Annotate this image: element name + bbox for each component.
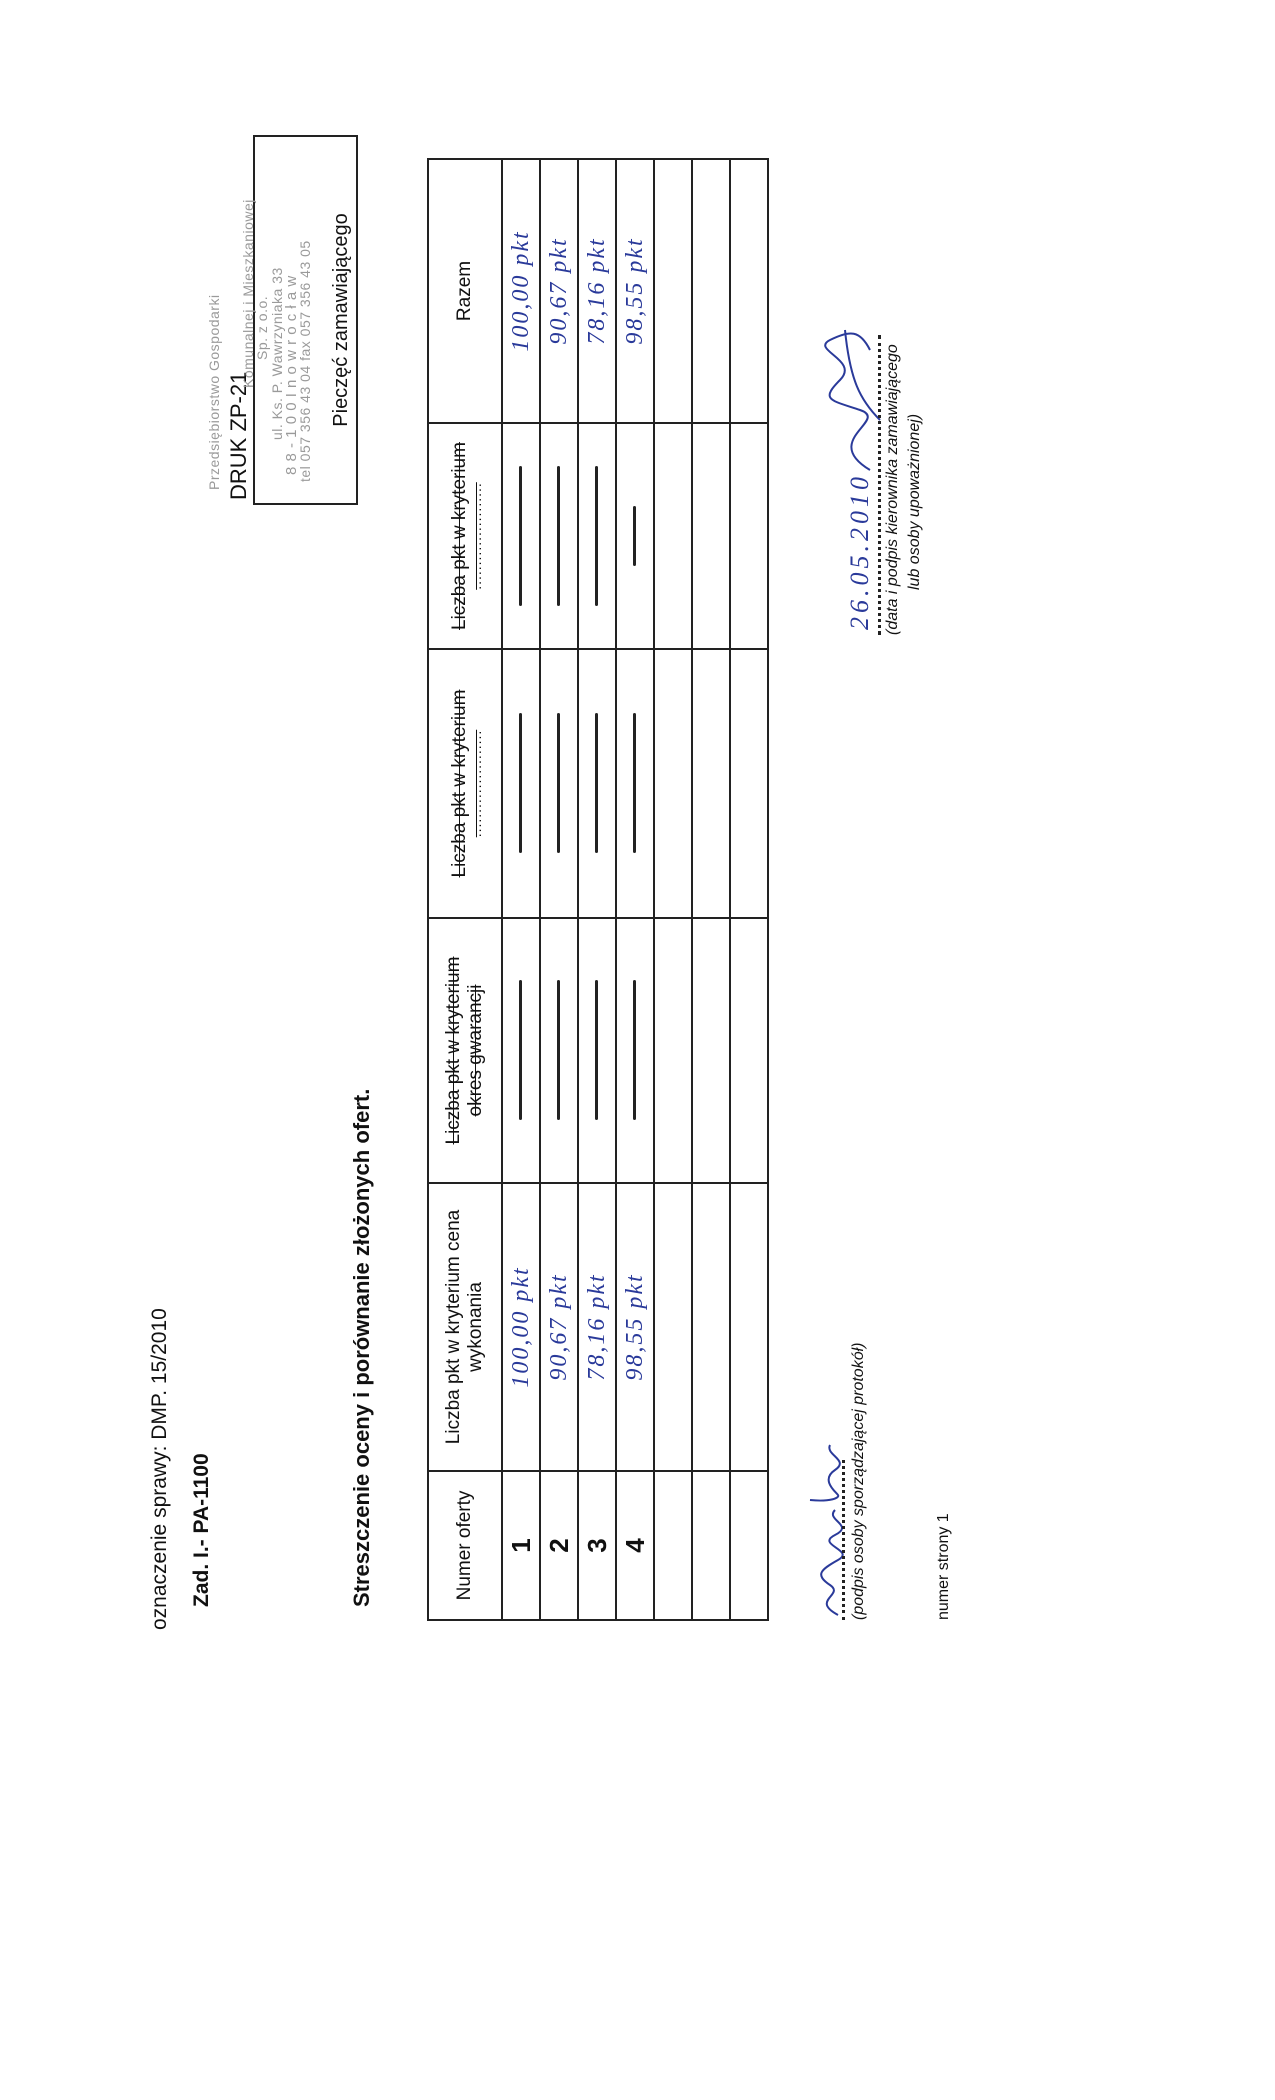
manager-caption-line2: lub osoby upoważnionej) xyxy=(906,413,923,590)
manager-signature xyxy=(800,320,890,480)
handwritten-dash xyxy=(557,466,560,606)
handwritten-dash xyxy=(519,714,522,854)
table-row xyxy=(616,159,654,1620)
handwritten-dash xyxy=(519,981,522,1121)
price-points: 98,55 pkt xyxy=(616,1183,654,1471)
task-label: Zad. I.- PA-1100 xyxy=(190,1453,213,1607)
table-row-empty xyxy=(692,159,730,1620)
stamp-line: Przedsiębiorstwo Gospodarki xyxy=(206,294,222,490)
total-points: 98,55 pkt xyxy=(616,159,654,423)
price-points: 78,16 pkt xyxy=(578,1183,616,1471)
offer-number: 1 xyxy=(502,1471,540,1620)
header-criterion-3 xyxy=(428,423,502,649)
price-points: 100,00 pkt xyxy=(502,1183,540,1471)
price-points: 90,67 pkt xyxy=(540,1183,578,1471)
handwritten-dash xyxy=(595,466,598,606)
table-row xyxy=(578,159,616,1620)
dash-cell xyxy=(578,649,616,918)
preparer-signature-line xyxy=(842,1460,845,1620)
handwritten-dash xyxy=(595,981,598,1121)
dash-cell xyxy=(578,423,616,649)
total-points: 90,67 pkt xyxy=(540,159,578,423)
dash-cell xyxy=(616,918,654,1183)
stamp-line: tel 057 356 43 04 fax 057 356 43 05 xyxy=(297,240,313,482)
table-row xyxy=(540,159,578,1620)
manager-signature-line xyxy=(878,335,881,635)
header-criterion-2 xyxy=(428,649,502,918)
offer-number: 4 xyxy=(616,1471,654,1620)
offer-number: 2 xyxy=(540,1471,578,1620)
dash-cell xyxy=(502,423,540,649)
stamp-line: ul. Ks. P. Wawrzyniaka 33 xyxy=(269,267,285,440)
dash-cell xyxy=(540,423,578,649)
dash-cell xyxy=(616,649,654,918)
dash-cell xyxy=(578,918,616,1183)
header-criterion-2-label: Liczba pkt w kryterium xyxy=(449,689,470,878)
offers-table xyxy=(427,158,769,1621)
handwritten-dash xyxy=(595,714,598,854)
header-warranty-line2: okres gwarancji xyxy=(465,984,486,1117)
header-criterion-3-label: Liczba pkt w kryterium xyxy=(449,442,470,630)
header-number: Numer oferty xyxy=(428,1471,502,1620)
dash-cell xyxy=(540,649,578,918)
document-title: Streszczenie oceny i porównanie złożonych ofert. xyxy=(349,1088,374,1607)
header-warranty xyxy=(428,918,502,1183)
dash-cell xyxy=(616,423,654,649)
preparer-caption: (podpis osoby sporządzającej protokół) xyxy=(850,1342,867,1620)
table-row-empty xyxy=(654,159,692,1620)
handwritten-dash xyxy=(633,714,636,854)
stamp-caption: Pieczęć zamawiającego xyxy=(330,213,352,427)
dash-cell xyxy=(502,649,540,918)
header-price: Liczba pkt w kryterium cena wykonania xyxy=(428,1183,502,1471)
table-row-empty xyxy=(730,159,768,1620)
offer-number: 3 xyxy=(578,1471,616,1620)
total-points: 100,00 pkt xyxy=(502,159,540,423)
form-code: DRUK ZP-21 xyxy=(226,371,251,500)
stamp-line: Sp. z o.o. xyxy=(254,295,270,360)
handwritten-dash xyxy=(519,466,522,606)
header-criterion-3-dots: ...................... xyxy=(468,482,484,590)
handwritten-dash xyxy=(557,714,560,854)
handwritten-dash xyxy=(557,981,560,1121)
header-warranty-line1: Liczba pkt w kryterium xyxy=(443,956,464,1145)
table-row xyxy=(502,159,540,1620)
handwritten-dash xyxy=(633,981,636,1121)
total-points: 78,16 pkt xyxy=(578,159,616,423)
dash-cell xyxy=(502,918,540,1183)
manager-caption-line1: (data i podpis kierownika zamawiającego xyxy=(884,344,901,635)
header-total: Razem xyxy=(428,159,502,423)
stamp-line: Komunalnej i Mieszkaniowej xyxy=(240,199,256,388)
header-criterion-2-dots: ...................... xyxy=(468,729,484,838)
stamp-line: 8 8 - 1 0 0 I n o w r o c ł a w xyxy=(283,275,300,475)
handwritten-dash xyxy=(633,506,636,566)
case-number: oznaczenie sprawy: DMP. 15/2010 xyxy=(148,1308,171,1630)
table-header-row xyxy=(428,159,502,1620)
page-number: numer strony 1 xyxy=(935,1513,952,1620)
dash-cell xyxy=(540,918,578,1183)
signature-date: 26.05.2010 xyxy=(845,473,874,630)
